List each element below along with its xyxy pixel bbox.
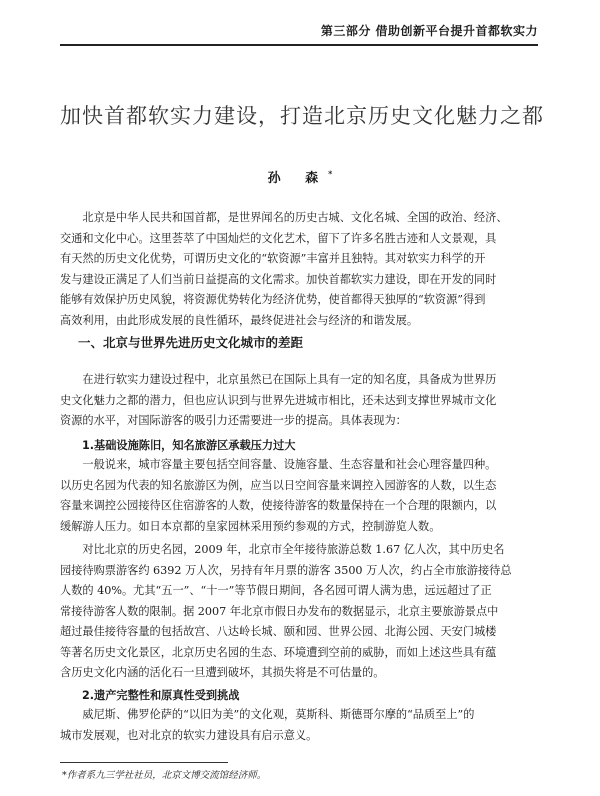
text-line: 一般说来，城市容量主要包括空间容量、设施容量、生态容量和社会心理容量四种。	[82, 458, 497, 471]
subsection-heading: 1.基础设施陈旧，知名旅游区承载压力过大	[82, 439, 296, 452]
footnote-rule	[60, 762, 228, 763]
footnote: *作者系九三学社社员，北京文博交流馆经济师。	[62, 770, 267, 781]
text-line: 园接待购票游客约 6392 万人次，另持有年月票的游客 3500 万人次，约占全市旅游接待总	[60, 563, 512, 577]
text-line: 等著名历史文化景区，北京历史名园的生态、环境遭到空前的威胁，而如上述这些具有蕴	[60, 645, 497, 659]
text-line: 缓解游人压力。如日本京都的皇家园林采用预约参观的方式，控制游览人数。	[60, 519, 441, 533]
text-line: 在进行软实力建设过程中，北京虽然已在国际上具有一定的知名度，具备成为世界历	[82, 373, 497, 386]
text-line: 容量来调控公园接待区住宿游客的人数，使接待游客的数量保持在一个合理的限额内，以	[60, 499, 497, 512]
subsection-heading: 2.遗产完整性和原真性受到挑战	[82, 689, 240, 702]
running-header	[60, 14, 538, 46]
article-title: 加快首都软实力建设，打造北京历史文化魅力之都	[60, 104, 544, 128]
author-name: 孙 森	[267, 171, 329, 186]
text-line: 资源的水平，对国际游客的吸引力还需要进一步的提高。具体表现为：	[60, 414, 407, 427]
author	[60, 167, 540, 186]
text-line: 超过最佳接待容量的包括故宫、八达岭长城、颐和园、世界公园、北海公园、天安门城楼	[60, 625, 497, 638]
author-footnote-mark: *	[328, 168, 333, 179]
subsection-paragraph	[60, 705, 538, 746]
text-line: 含历史文化内涵的活化石一旦遭到破坏，其损失将是不可估量的。	[60, 666, 385, 679]
text-line: 威尼斯、佛罗伦萨的“以旧为美”的文化观，莫斯科、斯德哥尔摩的“品质至上”的	[82, 708, 475, 721]
text-line: 发与建设正满足了人们当前日益提高的文化需求。加快首都软实力建设，即在开发的同时	[60, 272, 497, 286]
text-line: 能够有效保护历史风貌，将资源优势转化为经济优势，使首都得天独厚的“软资源”得到	[60, 293, 486, 306]
running-header-text: 第三部分 借助创新平台提升首都软实力	[320, 24, 538, 38]
text-line: 常接待游客人数的限制。据 2007 年北京市假日办发布的数据显示，北京主要旅游景点中	[60, 604, 499, 618]
text-line: 高效利用，由此形成发展的良性循环，最终促进社会与经济的和谐发展。	[60, 313, 419, 327]
text-line: 交通和文化中心。这里荟萃了中国灿烂的文化艺术，留下了许多名胜古迹和人文景观，具	[60, 231, 497, 245]
text-line: 城市发展观，也对北京的软实力建设具有启示意义。	[60, 728, 318, 742]
text-line: 以历史名园为代表的知名旅游区为例，应当以日空间容量来调控入园游客的人数，以生态	[60, 478, 497, 492]
subsection-paragraph	[60, 455, 538, 537]
text-line: 人数的 40%。尤其“五一”、“十一”等节假日期间，各名园可谓人满为患，远远超过了正	[60, 584, 492, 597]
intro-paragraph	[60, 208, 538, 331]
text-line: 史文化魅力之都的潜力，但也应认识到与世界先进城市相比，还未达到支撑世界城市文化	[60, 393, 497, 407]
subsection-paragraph	[60, 540, 538, 684]
text-line: 北京是中华人民共和国首都，是世界闻名的历史古城、文化名城、全国的政治、经济、	[82, 211, 508, 224]
section-heading: 一、北京与世界先进历史文化城市的差距	[78, 335, 304, 350]
text-line: 有天然的历史文化优势，可谓历史文化的“软资源”丰富并且独特。其对软实力科学的开	[60, 252, 486, 265]
section-paragraph	[60, 370, 538, 432]
text-line: 对比北京的历史名园，2009 年，北京市全年接待旅游总数 1.67 亿人次，其中历史名	[82, 543, 505, 556]
